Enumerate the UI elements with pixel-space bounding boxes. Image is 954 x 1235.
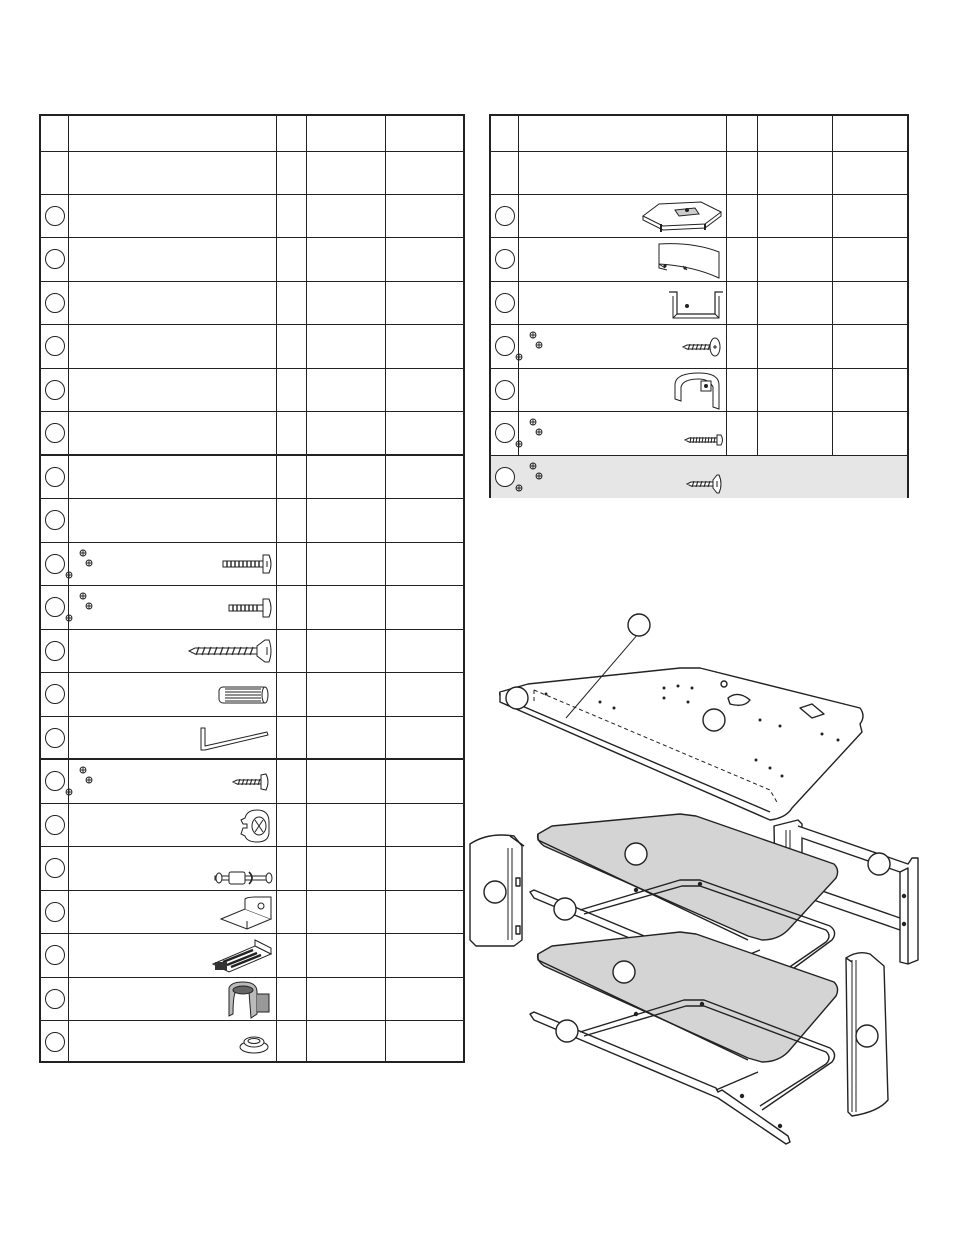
u-bracket-icon bbox=[665, 286, 725, 322]
callout-circle bbox=[45, 771, 65, 791]
glass-shelf-lower bbox=[538, 932, 838, 1062]
table-row bbox=[41, 412, 463, 456]
strap-clip-icon bbox=[221, 980, 275, 1020]
callout-circle bbox=[484, 881, 506, 903]
table-row bbox=[41, 717, 463, 760]
curved-bracket-icon bbox=[653, 240, 725, 280]
table-row bbox=[491, 195, 907, 238]
crosshair-marks-icon bbox=[63, 763, 93, 797]
table-row bbox=[41, 673, 463, 717]
table-row bbox=[491, 325, 907, 369]
callout-circle bbox=[495, 423, 515, 443]
crosshair-marks-icon bbox=[63, 589, 93, 623]
fine-thread-screw-icon bbox=[683, 432, 725, 448]
crosshair-marks-icon bbox=[513, 459, 543, 493]
allen-wrench-icon bbox=[191, 722, 271, 754]
callout-circle bbox=[45, 206, 65, 226]
table-row bbox=[41, 847, 463, 891]
callout-circle bbox=[856, 1025, 878, 1047]
corner-mount-plate-icon bbox=[639, 198, 725, 234]
crosshair-marks-icon bbox=[513, 328, 543, 362]
table-row bbox=[41, 891, 463, 934]
callout-circle bbox=[613, 961, 635, 983]
callout-circle bbox=[45, 641, 65, 661]
callout-circle bbox=[45, 597, 65, 617]
table-row bbox=[491, 369, 907, 412]
top-panel bbox=[500, 668, 863, 820]
table-row bbox=[41, 630, 463, 673]
wood-screw-small-icon bbox=[231, 770, 273, 794]
callout-circle bbox=[495, 336, 515, 356]
table-row bbox=[41, 282, 463, 325]
callout-circle bbox=[45, 684, 65, 704]
callout-circle bbox=[554, 898, 576, 920]
table-row bbox=[41, 1021, 463, 1063]
machine-screw-short-icon bbox=[227, 596, 275, 620]
callout-circle bbox=[45, 902, 65, 922]
table-row bbox=[41, 804, 463, 847]
parts-table-right bbox=[489, 114, 909, 498]
table-row bbox=[41, 760, 463, 804]
callout-circle bbox=[45, 858, 65, 878]
table-subheader-row bbox=[41, 152, 463, 195]
callout-circle bbox=[495, 293, 515, 313]
table-row bbox=[491, 282, 907, 325]
callout-circle bbox=[625, 843, 647, 865]
table-row bbox=[491, 412, 907, 456]
table-row bbox=[41, 369, 463, 412]
table-row bbox=[41, 499, 463, 543]
parts-table-left bbox=[39, 114, 465, 1063]
cam-lock-icon bbox=[239, 808, 273, 844]
table-row bbox=[41, 195, 463, 238]
callout-circle bbox=[45, 423, 65, 443]
callout-circle bbox=[45, 728, 65, 748]
crosshair-marks-icon bbox=[63, 546, 93, 580]
table-row bbox=[41, 325, 463, 369]
foot-glide-icon bbox=[237, 1033, 271, 1055]
table-row bbox=[41, 543, 463, 586]
crosshair-marks-icon bbox=[513, 415, 543, 449]
table-row bbox=[491, 238, 907, 282]
callout-circle bbox=[703, 709, 725, 731]
wood-dowel-icon bbox=[216, 683, 272, 707]
callout-circle bbox=[868, 853, 890, 875]
callout-circle bbox=[495, 467, 515, 487]
table-subheader-row bbox=[491, 152, 907, 195]
wood-screw-long-icon bbox=[187, 638, 275, 664]
callout-circle bbox=[495, 249, 515, 269]
pan-head-screw-icon bbox=[681, 335, 725, 359]
callout-circle bbox=[45, 815, 65, 835]
callout-circle bbox=[556, 1020, 578, 1042]
table-row bbox=[491, 456, 907, 498]
callout-circle bbox=[45, 554, 65, 574]
callout-circle bbox=[506, 687, 528, 709]
table-header-row bbox=[491, 116, 907, 152]
l-bracket-icon bbox=[217, 895, 275, 931]
table-header-row bbox=[41, 116, 463, 152]
table-row bbox=[41, 934, 463, 978]
cam-bolt-icon bbox=[213, 869, 275, 887]
callout-circle bbox=[45, 1032, 65, 1052]
callout-circle bbox=[45, 380, 65, 400]
callout-circle bbox=[495, 206, 515, 226]
callout-circle bbox=[628, 614, 650, 636]
machine-screw-long-icon bbox=[221, 552, 275, 576]
callout-circle bbox=[45, 293, 65, 313]
table-row bbox=[41, 238, 463, 282]
callout-circle bbox=[45, 945, 65, 965]
exploded-assembly-diagram bbox=[466, 600, 936, 1160]
callout-circle bbox=[45, 989, 65, 1009]
callout-circle bbox=[45, 467, 65, 487]
table-row bbox=[41, 586, 463, 630]
table-row bbox=[41, 456, 463, 499]
cable-clip-icon bbox=[209, 936, 275, 976]
callout-circle bbox=[495, 380, 515, 400]
callout-circle bbox=[45, 510, 65, 530]
callout-circle bbox=[45, 336, 65, 356]
table-row bbox=[41, 978, 463, 1021]
cable-cover-clip-icon bbox=[671, 371, 725, 411]
flat-head-screw-icon bbox=[685, 472, 725, 496]
callout-circle bbox=[45, 249, 65, 269]
